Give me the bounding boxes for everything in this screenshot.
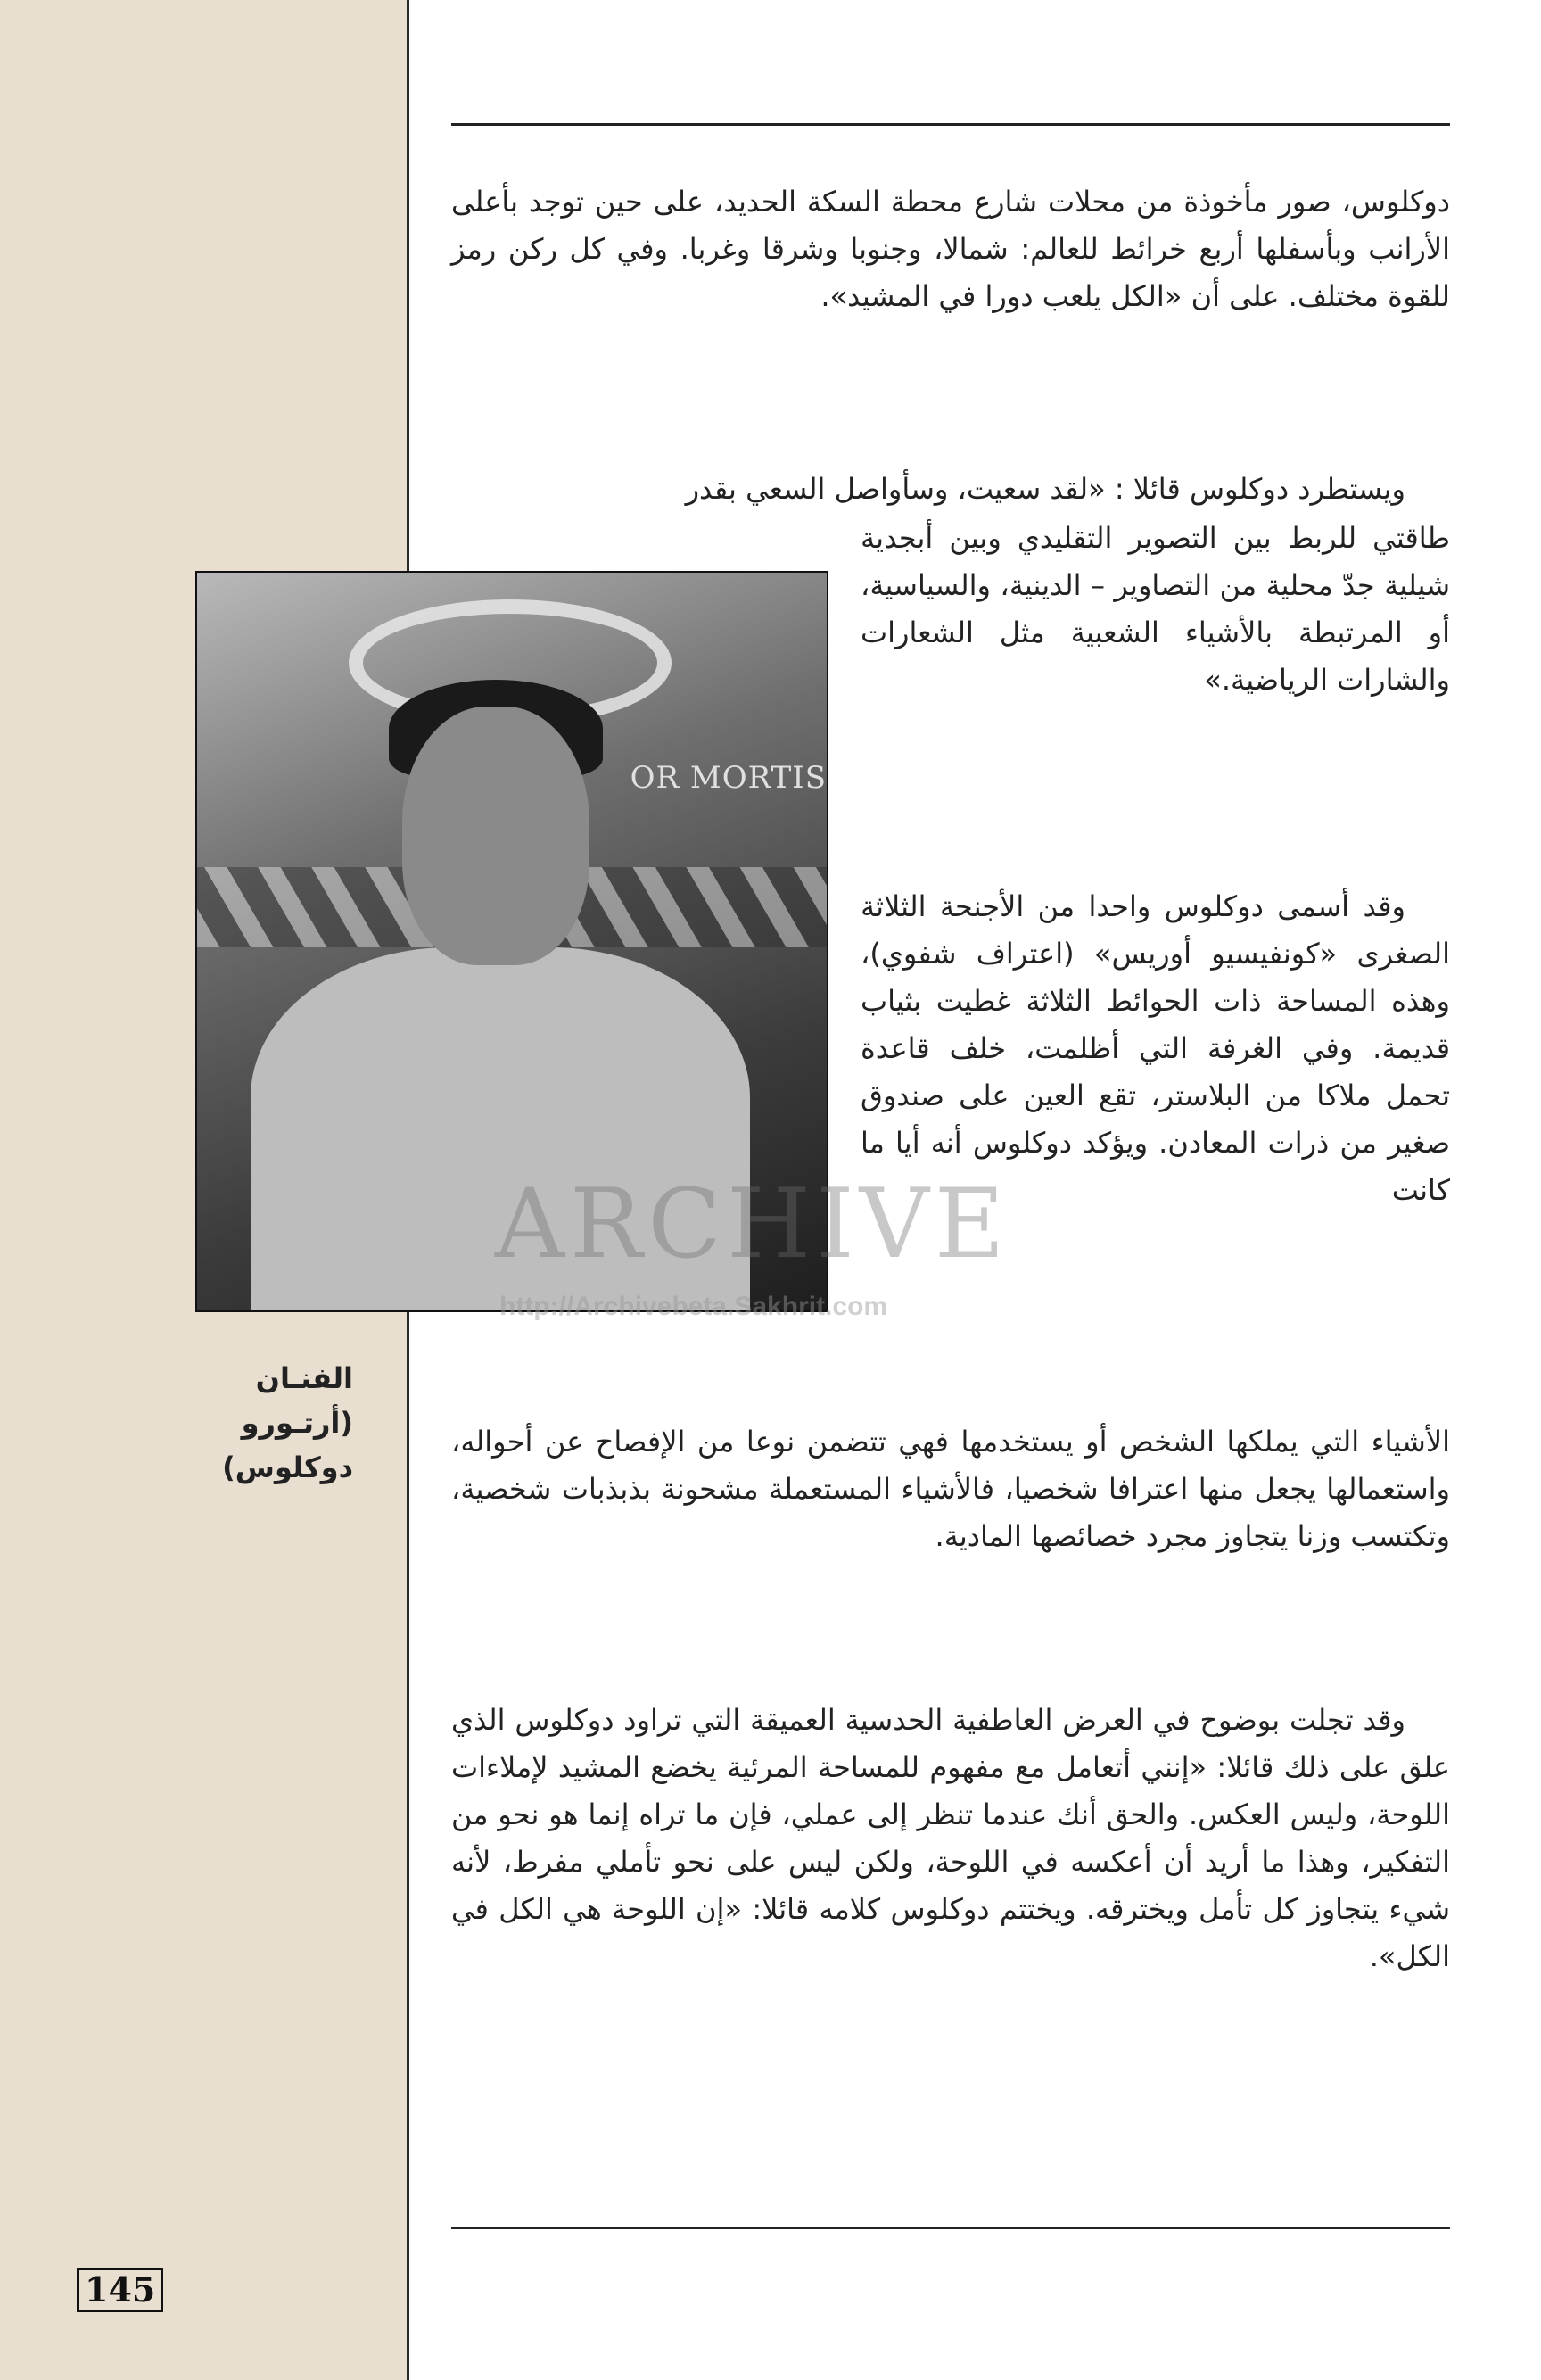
paragraph-3-narrow: وقد أسمى دوكلوس واحدا من الأجنحة الثلاثة الصغرى «كونفيسيو أوريس» (اعتراف شفوي)، وهذه المساحة ذات الحوائط الثلاثة غطيت بثياب قديمة. وفي الغرفة التي أظلمت، خلف قاعدة تحمل ملاكا من البلاستر، تقع العين على صندوق صغير من ذرات المعادن. ويؤكد دوكلوس أنه أيا ما كانت — [861, 889, 1450, 1207]
photo-sign-text: OR MORTIS — [630, 760, 827, 796]
paragraph-2-rest: طاقتي للربط بين التصوير التقليدي وبين أبجدية شيلية جدّ محلية من التصاوير – الدينية، والسياسية، أو المرتبطة بالأشياء الشعبية مثل الشعارات والشارات الرياضية.» — [861, 521, 1450, 697]
caption-line-1: الفنـان — [255, 1361, 353, 1395]
artist-photo — [195, 571, 828, 1312]
page-number: 145 — [77, 2268, 163, 2312]
archive-watermark: ARCHIVE — [495, 1169, 1010, 1280]
figure-head — [402, 707, 589, 965]
top-rule — [451, 123, 1450, 126]
paragraph-2-first-line: ويستطرد دوكلوس قائلا : «لقد سعيت، وسأواصل السعي بقدر — [685, 472, 1405, 506]
caption-line-2: (أرتـورو — [241, 1406, 353, 1440]
caption-line-3: دوكلوس) — [222, 1450, 353, 1484]
paragraph-4: وقد تجلت بوضوح في العرض العاطفية الحدسية العميقة التي تراود دوكلوس الذي علق على ذلك قائلا: «إنني أتعامل مع مفهوم للمساحة المرئية يخضع المشيد لإملاءات اللوحة، وليس العكس. والحق أنك عندما تنظر إلى عملي، فإن ما تراه إنما هو نحو من التفكير، وهذا ما أريد أن أعكسه في اللوحة، ولكن ليس على نحو تأملي مفرط، لأنه شيء يتجاوز كل تأمل ويخترقه. ويختتم دوكلوس كلامه قائلا: «إن اللوحة هي الكل في الكل». — [451, 1703, 1450, 1973]
paragraph-3-full: الأشياء التي يملكها الشخص أو يستخدمها فهي تتضمن نوعا من الإفصاح عن أحواله، واستعمالها يجعل منها اعترافا شخصيا، فالأشياء المستعملة مشحونة بذبذبات شخصية، وتكتسب وزنا يتجاوز مجرد خصائصها المادية. — [451, 1425, 1450, 1553]
paragraph-1: دوكلوس، صور مأخوذة من محلات شارع محطة السكة الحديد، على حين توجد بأعلى الأرانب وبأسفلها أربع خرائط للعالم: شمالا، وجنوبا وشرقا وغربا. وفي كل ركن رمز للقوة مختلف. على أن «الكل يلعب دورا في المشيد». — [451, 185, 1450, 313]
watermark-url: http://Archivebeta.Sakhrit.com — [499, 1292, 888, 1321]
photo-caption — [193, 1356, 353, 1490]
bottom-rule — [451, 2227, 1450, 2229]
figure-body — [251, 947, 750, 1312]
